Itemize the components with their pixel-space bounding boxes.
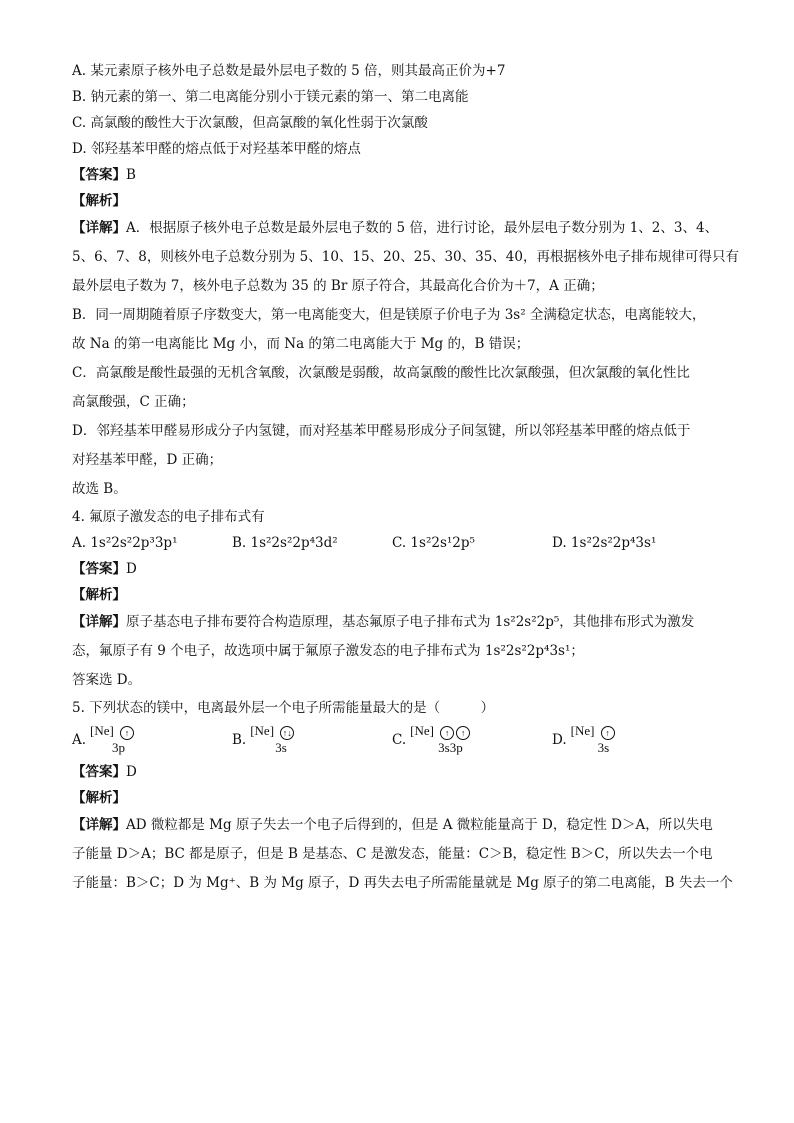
q4-analysis-tag: 【解析】 — [72, 587, 126, 603]
q3-detail-line: 故选 B。 — [72, 481, 127, 497]
answer-tag: 【答案】 — [72, 167, 126, 183]
orbital-circle: ↑ — [456, 726, 470, 740]
q5-option-b — [232, 723, 392, 757]
q4-detail-line: 答案选 D。 — [72, 672, 142, 688]
q4-stem: 4. 氟原子激发态的电子排布式有 — [72, 509, 265, 525]
q3-option-a: A. 某元素原子核外电子总数是最外层电子数的 5 倍，则其最高正价为+7 — [72, 63, 506, 79]
q3-detail-line: C．高氯酸是酸性最强的无机含氧酸，次氯酸是弱酸，故高氯酸的酸性比次氯酸强，但次氯酸的氧化性比 — [72, 365, 690, 381]
answer-tag: 【答案】 — [72, 561, 126, 577]
detail-text: AD 微粒都是 Mg 原子失去一个电子后得到的，但是 A 微粒能量高于 D，稳定性 D＞A，所以失电 — [126, 817, 713, 833]
option-letter: D. — [552, 732, 567, 748]
q4-option-d: D. 1s²2s²2p⁴3s¹ — [552, 535, 657, 551]
q3-analysis-tag: 【解析】 — [72, 193, 126, 209]
q5-option-a — [72, 723, 232, 757]
q3-detail-line: 对羟基苯甲醛，D 正确； — [72, 452, 223, 468]
answer-tag: 【答案】 — [72, 764, 126, 780]
detail-text: 原子基态电子排布要符合构造原理，基态氟原子电子排布式为 1s²2s²2p⁵，其他排布形式为激发 — [126, 614, 695, 630]
q5-option-c — [392, 723, 552, 757]
q3-detail-line: D．邻羟基苯甲醛易形成分子内氢键，而对羟基苯甲醛易形成分子间氢键，所以邻羟基苯甲醛的熔点低于 — [72, 423, 691, 439]
q4-options — [72, 530, 732, 556]
q3-detail-line — [72, 214, 732, 243]
orbital-diagram — [250, 723, 300, 757]
core-label: [Ne] — [90, 723, 114, 738]
q4-option-b: B. 1s²2s²2p⁴3d² — [232, 535, 338, 551]
orbital-label: 3s — [275, 740, 287, 755]
answer-value: B — [126, 167, 136, 183]
q5-detail-line: 子能量 D＞A；BC 都是原子，但是 B 是基态、C 是激发态，能量：C＞B，稳定性 B＞C，所以失去一个电 — [72, 846, 713, 862]
q3-detail-line: 故 Na 的第一电离能比 Mg 小，而 Na 的第二电离能大于 Mg 的，B 错误； — [72, 336, 530, 352]
q3-option-d: D. 邻羟基苯甲醛的熔点低于对羟基苯甲醛的熔点 — [72, 141, 361, 157]
detail-tag: 【详解】 — [72, 220, 126, 236]
q5-analysis-tag: 【解析】 — [72, 790, 126, 806]
core-label: [Ne] — [250, 723, 275, 738]
orbital-label: 3p — [112, 740, 126, 755]
q3-answer — [72, 162, 732, 188]
orbital-circle: ↑ — [601, 726, 615, 740]
q3-detail-line: 5、6、7、8，则核外电子总数分别为 5、10、15、20、25、30、35、40，再根据核外电子排布规律可得只有 — [72, 249, 739, 265]
orbital-circle: ↑↓ — [280, 726, 294, 740]
option-letter: C. — [392, 732, 407, 748]
answer-value: D — [126, 561, 137, 577]
q3-option-c: C. 高氯酸的酸性大于次氯酸，但高氯酸的氧化性弱于次氯酸 — [72, 115, 428, 131]
q3-detail-line: 最外层电子数为 7，核外电子总数为 35 的 Br 原子符合，其最高化合价为＋7，A 正确； — [72, 278, 604, 294]
orbital-diagram — [90, 723, 140, 757]
q4-option-c: C. 1s²2s¹2p⁵ — [392, 535, 475, 551]
orbital-diagram — [571, 723, 621, 757]
q3-detail-line: 高氯酸强，C 正确； — [72, 394, 195, 410]
q4-option-a: A. 1s²2s²2p³3p¹ — [72, 535, 178, 551]
q4-answer — [72, 556, 732, 582]
q5-stem: 5. 下列状态的镁中，电离最外层一个电子所需能量最大的是（ ） — [72, 700, 495, 716]
option-letter: A. — [72, 732, 87, 748]
q3-detail-line: B．同一周期随着原子序数变大，第一电离能变大，但是镁原子价电子为 3s² 全满稳定状态，电离能较大， — [72, 307, 706, 323]
q5-answer — [72, 759, 732, 785]
option-letter: B. — [232, 732, 247, 748]
q4-detail-line — [72, 608, 732, 637]
q5-detail-line — [72, 811, 732, 840]
detail-tag: 【详解】 — [72, 817, 126, 833]
q5-options — [72, 721, 732, 759]
core-label: [Ne] — [570, 723, 595, 738]
answer-value: D — [126, 764, 137, 780]
q5-option-d — [552, 723, 712, 757]
q4-detail-line: 态，氟原子有 9 个电子，故选项中属于氟原子激发态的电子排布式为 1s²2s²2p⁴3s¹； — [72, 643, 584, 659]
document-page — [72, 58, 739, 898]
orbital-circle: ↑ — [120, 726, 134, 740]
q5-detail-line: 子能量：B＞C；D 为 Mg⁺、B 为 Mg 原子，D 再失去电子所需能量就是 Mg 原子的第二电离能，B 失去一个 — [72, 875, 733, 891]
orbital-circle: ↑ — [440, 726, 454, 740]
orbital-label: 3s — [597, 740, 610, 755]
orbital-diagram — [410, 723, 474, 757]
core-label: [Ne] — [410, 723, 434, 738]
detail-tag: 【详解】 — [72, 614, 126, 630]
q3-option-b: B. 钠元素的第一、第二电离能分别小于镁元素的第一、第二电离能 — [72, 89, 469, 105]
orbital-label: 3s3p — [438, 740, 463, 755]
detail-text: A．根据原子核外电子总数是最外层电子数的 5 倍，进行讨论，最外层电子数分别为 1、2、3、4、 — [126, 220, 719, 236]
